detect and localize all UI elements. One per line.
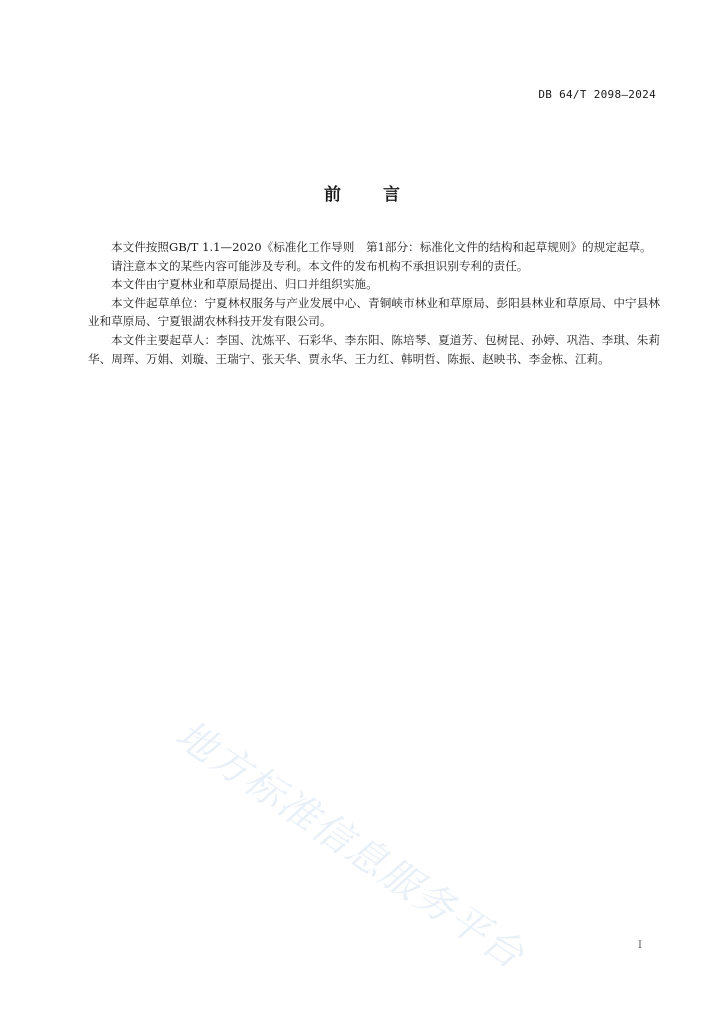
page-title [0,180,724,205]
title-char-2: 言 [383,185,400,205]
paragraph-patent-notice: 请注意本文的某些内容可能涉及专利。本文件的发布机构不承担识别专利的责任。 [111,258,529,273]
watermark: 地方标准信息服务平台 [167,712,533,979]
page-number: I [638,940,642,951]
paragraph-drafting-rules: 本文件按照GB/T 1.1—2020《标准化工作导则 第1部分：标准化文件的结构和起草规则》的规定起草。 [111,240,652,254]
paragraph-drafters: 本文件主要起草人：李国、沈炼平、石彩华、李东阳、陈培琴、夏道芳、包树昆、孙婷、巩浩、李琪、朱莉华、周珲、万娟、刘璇、王瑞宁、张天华、贾永华、王力红、韩明哲、陈振、赵映书、李金栋、江莉。 [88,332,660,366]
document-code: DB 64/T 2098—2024 [538,88,656,101]
foreword-body [88,238,660,368]
title-char-1: 前 [324,185,341,205]
paragraph-proposer: 本文件由宁夏林业和草原局提出、归口并组织实施。 [111,277,378,292]
paragraph-drafting-units: 本文件起草单位：宁夏林权服务与产业发展中心、青铜峡市林业和草原局、彭阳县林业和草原局、中宁县林业和草原局、宁夏银湖农林科技开发有限公司。 [88,295,660,329]
